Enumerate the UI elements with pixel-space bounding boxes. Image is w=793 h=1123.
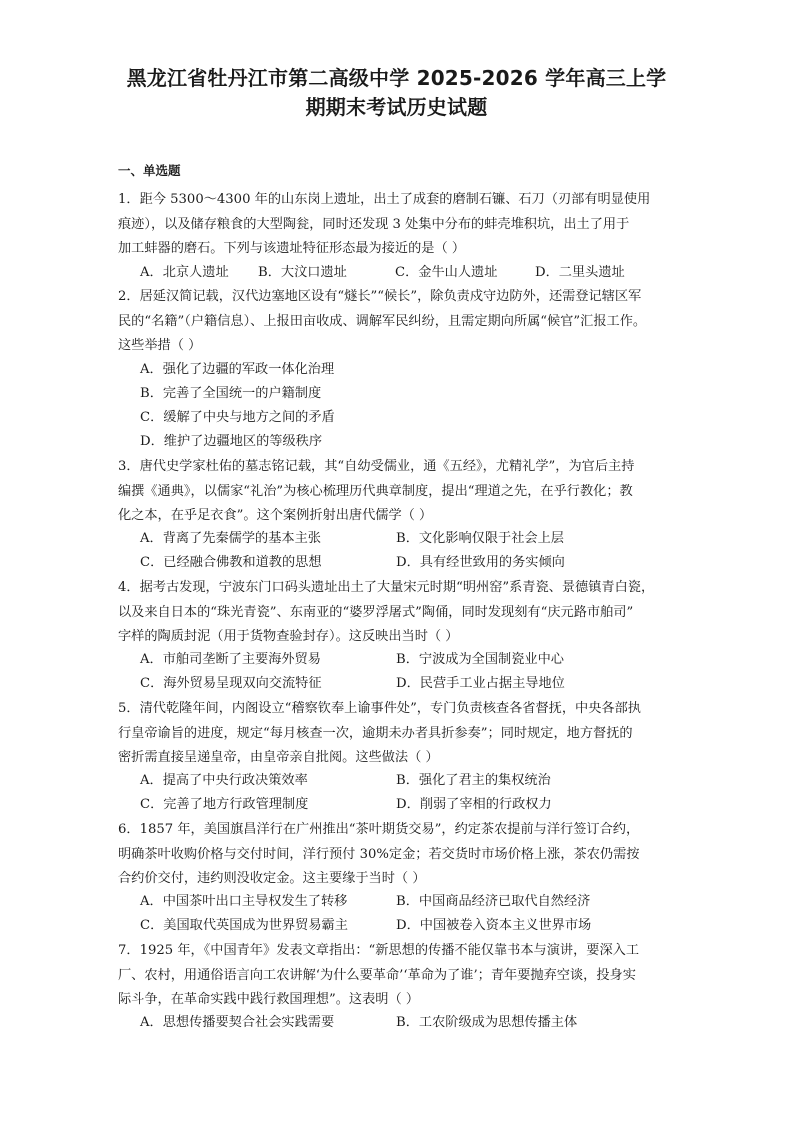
question-line: 3．唐代史学家杜佑的墓志铭记载，其“自幼受儒业，通《五经》，尤精礼学”，为官后主持 [118,459,635,474]
question-line: 5．清代乾隆年间，内阁设立“稽察钦奉上谕事件处”，专门负责核查各省督抚，中央各部执 [118,701,641,716]
title-line-1: 黑龙江省牡丹江市第二高级中学 2025-2026 学年高三上学 [126,66,667,90]
question-line: 加工蚌器的磨石。下列与该遗址特征形态最为接近的是（ ） [118,241,466,257]
question-line: 际斗争，在革命实践中践行救国理想”。这表明（ ） [118,992,420,1008]
option-b: B．文化影响仅限于社会上层 [396,531,564,546]
section-heading: 一、单选题 [118,163,181,178]
option-d: D．维护了边疆地区的等级秩序 [140,434,323,449]
option-b: B．宁波成为全国制瓷业中心 [396,652,564,667]
option-a: A．思想传播要契合社会实践需要 [140,1015,335,1030]
question-3 [118,455,684,529]
question-line: 2．居延汉简记载，汉代边塞地区设有“燧长”“候长”，除负责戍守边防外，还需登记辖区军 [118,289,642,304]
option-d: D．具有经世致用的务实倾向 [396,555,565,570]
option-b: B．中国商品经济已取代自然经济 [396,894,591,909]
option-c: C．美国取代英国成为世界贸易霸主 [140,918,348,933]
option-b: B．大汶口遗址 [258,265,347,280]
option-a: A．提高了中央行政决策效率 [140,773,308,788]
title-line-2: 期期末考试历史试题 [305,95,488,119]
option-c: C．缓解了中央与地方之间的矛盾 [140,410,335,425]
question-line: 6．1857 年，美国旗昌洋行在广州推出“茶叶期货交易”，约定茶农提前与洋行签订合约， [118,822,640,837]
option-b: B．工农阶级成为思想传播主体 [396,1015,578,1030]
option-d: D．二里头遗址 [535,265,625,280]
option-a: A．中国茶叶出口主导权发生了转移 [140,894,348,909]
question-line: 以及来自日本的“珠光青瓷”、东南亚的“婆罗浮屠式”陶俑，同时发现刻有“庆元路市舶司” [118,604,634,620]
option-a: A．强化了边疆的军政一体化治理 [140,362,335,377]
option-c: C．已经融合佛教和道教的思想 [140,555,322,570]
option-d: D．中国被卷入资本主义世界市场 [396,918,592,933]
question-2 [118,285,684,359]
question-7 [118,939,684,1013]
option-a: A．市舶司垄断了主要海外贸易 [140,652,321,667]
question-4 [118,576,684,650]
question-line: 化之本，在乎足衣食”。这个案例折射出唐代儒学（ ） [118,508,433,524]
option-c: C．海外贸易呈现双向交流特征 [140,676,322,691]
option-a: A．北京人遗址 [140,265,229,280]
question-6 [118,818,684,892]
question-5 [118,697,684,771]
question-line: 行皇帝谕旨的进度，规定“每月核查一次，逾期未办者具折参奏”；同时规定，地方督抚的 [118,725,633,741]
question-line: 厂、农村，用通俗语言向工农讲解‘为什么要革命’‘革命为了谁’；青年要抛弃空谈，投身实 [118,967,636,983]
question-line: 明确茶叶收购价格与交付时间，洋行预付 30%定金；若交货时市场价格上涨，茶农仍需按 [118,846,640,862]
question-line: 7．1925 年，《中国青年》发表文章指出：“新思想的传播不能仅靠书本与演讲，要深入工 [118,943,640,958]
question-line: 1．距今 5300～4300 年的山东岗上遗址，出土了成套的磨制石镰、石刀（刃部有明显使用 [118,192,651,207]
option-c: C．完善了地方行政管理制度 [140,797,309,812]
option-a: A．背离了先秦儒学的基本主张 [140,531,321,546]
question-line: 编撰《通典》，以儒家“礼治”为核心梳理历代典章制度，提出“理道之先，在乎行教化；教 [118,483,633,499]
option-d: D．削弱了宰相的行政权力 [396,797,552,812]
option-b: B．强化了君主的集权统治 [396,773,551,788]
question-line: 密折需直接呈递皇帝，由皇帝亲自批阅。这些做法（ ） [118,750,439,766]
question-line: 4．据考古发现，宁波东门口码头遗址出土了大量宋元时期“明州窑”系青瓷、景德镇青白瓷， [118,580,655,595]
question-line: 民的“名籍”（户籍信息）、上报田亩收成、调解军民纠纷，且需定期向所属“候官”汇报工作。 [118,313,647,329]
option-d: D．民营手工业占据主导地位 [396,676,565,691]
question-line: 这些举措（ ） [118,338,202,354]
option-b: B．完善了全国统一的户籍制度 [140,386,322,401]
question-1 [118,188,684,262]
option-c: C．金牛山人遗址 [395,265,498,280]
exam-title [100,64,693,122]
question-line: 字样的陶质封泥（用于货物查验封存）。这反映出当时（ ） [118,629,459,645]
question-line: 痕迹），以及储存粮食的大型陶瓮，同时还发现 3 处集中分布的蚌壳堆积坑，出土了用于 [118,216,630,232]
question-line: 合约价交付，违约则没收定金。这主要缘于当时（ ） [118,871,426,887]
